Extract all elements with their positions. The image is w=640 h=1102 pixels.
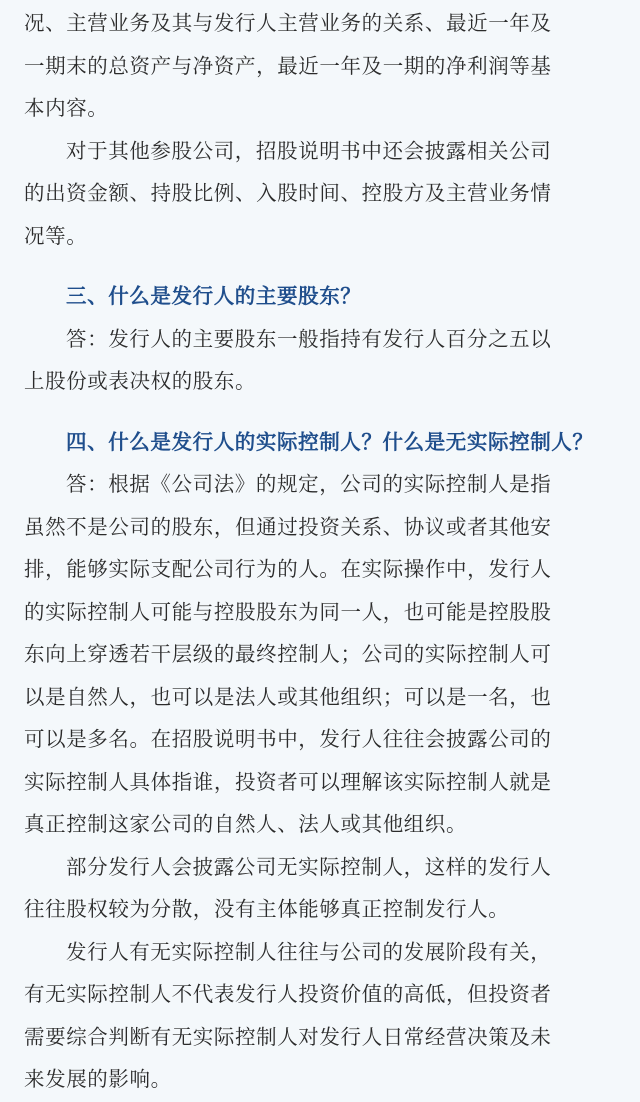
paragraph-line: 来发展的影响。 xyxy=(24,1067,172,1091)
paragraph-line: 对于其他参股公司，招股说明书中还会披露相关公司 xyxy=(66,138,552,163)
paragraph-line: 的出资金额、持股比例、入股时间、控股方及主营业务情 xyxy=(24,181,552,205)
paragraph-line: 答：发行人的主要股东一般指持有发行人百分之五以 xyxy=(66,326,552,351)
paragraph-line: 以是自然人，也可以是法人或其他组织；可以是一名，也 xyxy=(24,684,552,709)
section-heading: 三、什么是发行人的主要股东？ xyxy=(66,284,362,308)
paragraph-line: 实际控制人具体指谁，投资者可以理解该实际控制人就是 xyxy=(24,769,552,794)
paragraph-line: 上股份或表决权的股东。 xyxy=(24,369,257,393)
paragraph-line: 东向上穿透若干层级的最终控制人；公司的实际控制人可 xyxy=(24,642,552,666)
paragraph-line: 况、主营业务及其与发行人主营业务的关系、最近一年及 xyxy=(24,11,552,35)
paragraph-line: 往往股权较为分散，没有主体能够真正控制发行人。 xyxy=(24,897,510,921)
paragraph-line: 需要综合判断有无实际控制人对发行人日常经营决策及未 xyxy=(24,1024,552,1049)
paragraph-line: 部分发行人会披露公司无实际控制人，这样的发行人 xyxy=(66,854,552,879)
paragraph-line: 虽然不是公司的股东，但通过投资关系、协议或者其他安 xyxy=(24,514,552,539)
paragraph-line: 可以是多名。在招股说明书中，发行人往往会披露公司的 xyxy=(24,727,552,751)
paragraph-line: 答：根据《公司法》的规定，公司的实际控制人是指 xyxy=(66,472,552,496)
paragraph-line: 真正控制这家公司的自然人、法人或其他组织。 xyxy=(24,812,468,836)
paragraph-line: 的实际控制人可能与控股股东为同一人，也可能是控股股 xyxy=(24,599,552,624)
paragraph-line: 排，能够实际支配公司行为的人。在实际操作中，发行人 xyxy=(24,557,552,581)
paragraph-line: 发行人有无实际控制人往往与公司的发展阶段有关， xyxy=(66,939,552,964)
paragraph-line: 有无实际控制人不代表发行人投资价值的高低，但投资者 xyxy=(24,982,552,1006)
section-heading: 四、什么是发行人的实际控制人？什么是无实际控制人？ xyxy=(66,429,594,454)
paragraph-line: 本内容。 xyxy=(24,96,109,120)
paragraph-line: 一期末的总资产与净资产，最近一年及一期的净利润等基 xyxy=(24,53,552,78)
paragraph-line: 况等。 xyxy=(24,223,88,248)
